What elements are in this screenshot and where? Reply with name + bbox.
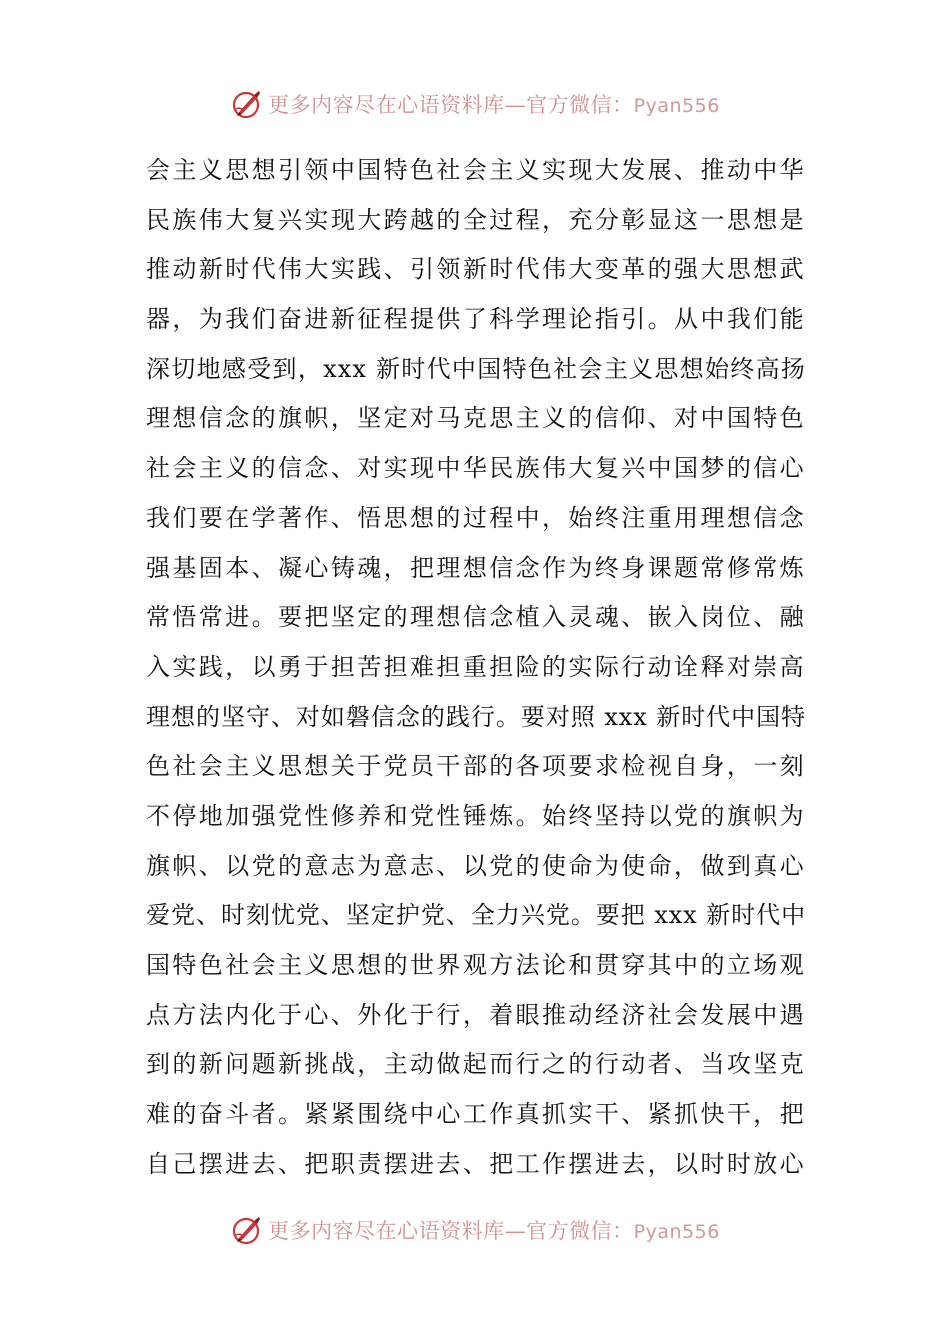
banner-text <box>268 89 720 119</box>
body-text-line: 理想的坚守、对如磐信念的践行。要对照 xxx 新时代中国特 <box>146 702 806 731</box>
body-text-line: 不停地加强党性修养和党性锤炼。始终坚持以党的旗帜为 <box>146 801 806 830</box>
body-text-line: 难的奋斗者。紧紧围绕中心工作真抓实干、紧抓快干，把 <box>146 1100 806 1129</box>
header-banner <box>0 84 950 124</box>
body-text-line: 会主义思想引领中国特色社会主义实现大发展、推动中华 <box>146 156 806 184</box>
body-text-line: 社会主义的信念、对实现中华民族伟大复兴中国梦的信心 <box>146 454 806 483</box>
banner-slogan: 更多内容尽在心语资料库—官方微信： <box>268 1219 634 1243</box>
body-text-line: 到的新问题新挑战，主动做起而行之的行动者、当攻坚克 <box>146 1050 806 1079</box>
pen-logo-icon <box>230 87 264 121</box>
body-text-line: 爱党、时刻忧党、坚定护党、全力兴党。要把 xxx 新时代中 <box>146 901 806 930</box>
banner-slogan: 更多内容尽在心语资料库—官方微信： <box>268 93 634 117</box>
banner-wechat-id: Pyan556 <box>633 1221 720 1243</box>
footer-banner <box>0 1210 950 1250</box>
banner-wechat-id: Pyan556 <box>633 95 720 117</box>
body-text-line: 理想信念的旗帜，坚定对马克思主义的信仰、对中国特色 <box>146 404 806 433</box>
body-text-line: 旗帜、以党的意志为意志、以党的使命为使命，做到真心 <box>146 851 806 880</box>
body-text-line: 点方法内化于心、外化于行，着眼推动经济社会发展中遇 <box>146 1000 806 1029</box>
body-text-line: 国特色社会主义思想的世界观方法论和贯穿其中的立场观 <box>146 951 806 979</box>
body-text-line: 常悟常进。要把坚定的理想信念植入灵魂、嵌入岗位、融 <box>146 603 806 632</box>
body-text-line: 入实践，以勇于担苦担难担重担险的实际行动诠释对崇高 <box>146 652 806 681</box>
body-text-line: 民族伟大复兴实现大跨越的全过程，充分彰显这一思想是 <box>146 205 806 234</box>
body-text-line: 推动新时代伟大实践、引领新时代伟大变革的强大思想武 <box>146 255 806 284</box>
pen-logo-icon <box>230 1213 264 1247</box>
body-text-line: 色社会主义思想关于党员干部的各项要求检视自身，一刻 <box>146 752 806 781</box>
body-text-line: 自己摆进去、把职责摆进去、把工作摆进去，以时时放心 <box>146 1149 806 1178</box>
body-text-line: 深切地感受到，xxx 新时代中国特色社会主义思想始终高扬 <box>146 354 806 383</box>
body-text-line: 器，为我们奋进新征程提供了科学理论指引。从中我们能 <box>146 305 806 334</box>
document-body <box>146 146 806 1189</box>
body-text-line: 我们要在学著作、悟思想的过程中，始终注重用理想信念 <box>146 503 806 532</box>
banner-text <box>268 1215 720 1245</box>
body-text-line: 强基固本、凝心铸魂，把理想信念作为终身课题常修常炼 <box>146 553 806 582</box>
